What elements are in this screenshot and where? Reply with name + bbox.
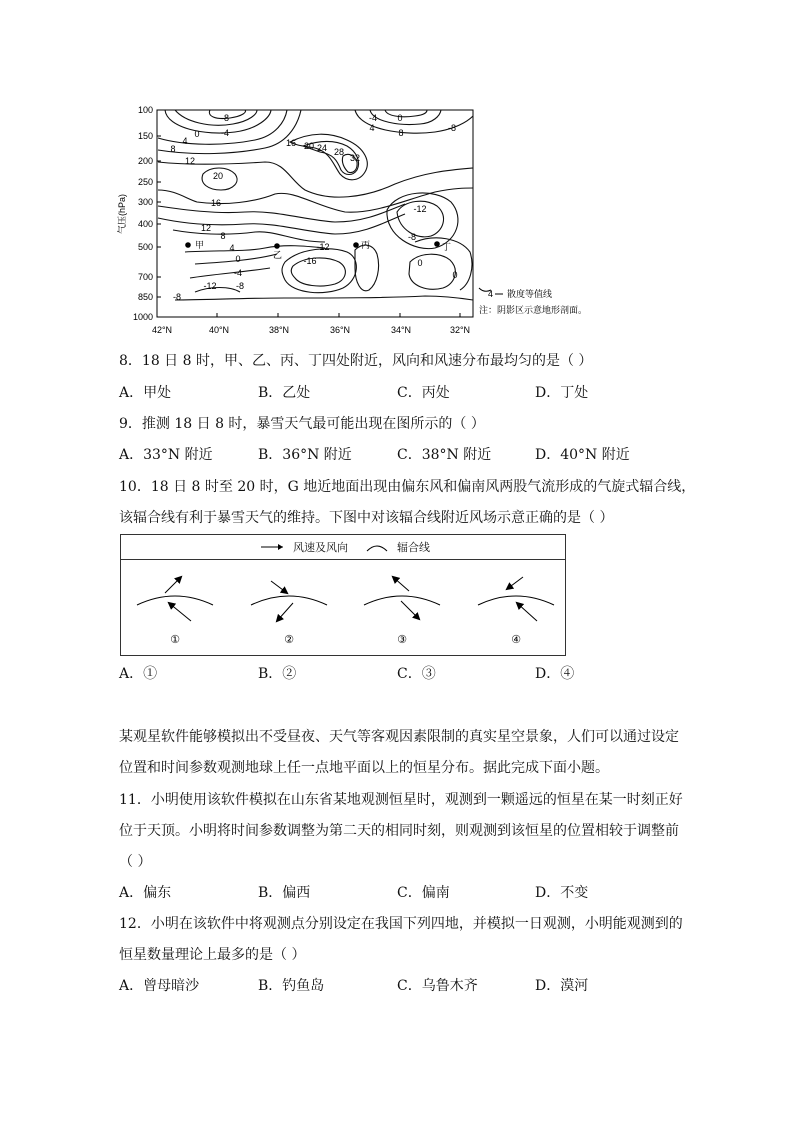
x-tick: 40°N: [208, 325, 230, 335]
y-tick: 700: [137, 272, 153, 282]
legend-line-label: 散度等值线: [507, 289, 553, 299]
contour-label: 0: [194, 129, 200, 139]
wind-panels: [121, 559, 565, 655]
contour-label: 28: [333, 147, 345, 157]
contour-label: 12: [184, 156, 196, 166]
x-tick: 38°N: [268, 325, 290, 335]
wind-field-figure: [120, 534, 566, 656]
q10-option-b[interactable]: B．②: [258, 666, 297, 682]
contour-label: 8: [398, 128, 404, 138]
y-tick: 850: [137, 292, 153, 302]
wind-field-legend: [121, 535, 565, 560]
panel-1: [137, 577, 213, 621]
convergence-line-icon: [365, 541, 389, 553]
contour-label: 0: [397, 113, 403, 123]
contour-label: -12: [203, 281, 217, 291]
point-ding: [434, 241, 440, 247]
contour-label: -4: [233, 268, 243, 278]
contour-label: -8: [172, 292, 182, 302]
contour-label: -12: [413, 204, 427, 214]
contour-label: -4: [220, 128, 230, 138]
question-11-line1: 11．小明使用该软件模拟在山东省某地观测恒星时，观测到一颗遥远的恒星在某一时刻正好: [119, 792, 683, 808]
question-11-line3: （ ）: [119, 854, 152, 870]
contour-label: 4: [182, 136, 188, 146]
q10-option-c[interactable]: C．③: [397, 666, 436, 682]
q11-option-b[interactable]: B．偏西: [258, 885, 311, 901]
point-jia: [185, 242, 191, 248]
q11-option-a[interactable]: A．偏东: [119, 885, 172, 901]
contour-label: 8: [170, 144, 176, 154]
y-tick: 250: [137, 177, 153, 187]
divergence-contour-figure: [115, 102, 615, 342]
panel-3: [364, 577, 440, 619]
contour-label: 20: [303, 141, 315, 151]
q12-option-a[interactable]: A．曾母暗沙: [119, 978, 200, 994]
legend-note: 注：阴影区示意地形剖面。: [479, 305, 588, 315]
question-11-line2: 位于天顶。小明将时间参数调整为第二天的相同时刻，则观测到该恒星的位置相较于调整前: [119, 823, 679, 839]
x-tick-labels: [152, 325, 470, 335]
point-label: 甲: [195, 240, 205, 250]
point-yi: [274, 243, 280, 249]
panel-label: ①: [170, 634, 180, 646]
q9-option-a[interactable]: A．33°N 附近: [119, 447, 213, 463]
question-12-line2: 恒星数量理论上最多的是（ ）: [119, 947, 306, 963]
x-tick: 34°N: [390, 325, 412, 335]
contour-label: 0: [417, 258, 423, 268]
question-8-text: 8．18 日 8 时，甲、乙、丙、丁四处附近，风向和风速分布最均匀的是（ ）: [119, 353, 593, 369]
contour-label: 0: [452, 270, 458, 280]
contour-label: 4: [369, 123, 375, 133]
q8-option-c[interactable]: C．丙处: [397, 385, 450, 401]
q9-option-d[interactable]: D．40°N 附近: [535, 447, 630, 463]
point-bing: [353, 242, 359, 248]
point-label: 丁: [442, 242, 452, 252]
x-tick: 42°N: [151, 325, 173, 335]
arrow-icon: [259, 541, 289, 553]
y-tick: 1000: [132, 312, 153, 322]
y-tick: 150: [137, 131, 153, 141]
y-tick: 200: [137, 156, 153, 166]
panel-label: ②: [284, 634, 294, 646]
question-9-text: 9．推测 18 日 8 时，暴雪天气最可能出现在图所示的（ ）: [119, 416, 485, 432]
question-10-line1: 10．18 日 8 时至 20 时，G 地近地面出现由偏东风和偏南风两股气流形成的气旋式辐合线，: [119, 479, 696, 495]
passage-line2: 位置和时间参数观测地球上任一点地平面以上的恒星分布。据此完成下面小题。: [119, 760, 609, 776]
y-tick: 400: [137, 219, 153, 229]
panel-label: ③: [397, 634, 407, 646]
contour-label: -8: [447, 123, 457, 133]
q8-option-a[interactable]: A．甲处: [119, 385, 172, 401]
contour-label: 4: [229, 243, 235, 253]
panel-2: [251, 581, 327, 621]
contour-label: -8: [407, 232, 417, 242]
panel-label: ④: [511, 634, 521, 646]
y-tick: 300: [137, 197, 153, 207]
y-axis-label: 气压(hPa): [117, 193, 127, 235]
q12-option-b[interactable]: B．钓鱼岛: [258, 978, 325, 994]
contour-label: 8: [220, 231, 226, 241]
y-tick: 100: [137, 105, 153, 115]
passage-line1: 某观星软件能够模拟出不受昼夜、天气等客观因素限制的真实星空景象，人们可以通过设定: [119, 729, 679, 745]
q11-option-d[interactable]: D．不变: [535, 885, 589, 901]
q12-option-d[interactable]: D．漠河: [535, 978, 589, 994]
contour-label: -12: [316, 242, 330, 252]
point-label: 丙: [361, 240, 371, 250]
contour-label: 0: [235, 254, 241, 264]
q8-option-d[interactable]: D．丁处: [535, 385, 589, 401]
contour-label: 16: [285, 138, 297, 148]
question-12-line1: 12．小明在该软件中将观测点分别设定在我国下列四地，并模拟一日观测，小明能观测到的: [119, 916, 683, 932]
x-tick: 36°N: [329, 325, 351, 335]
legend-value: 4: [488, 289, 494, 299]
contour-label: -8: [235, 281, 245, 291]
q9-option-c[interactable]: C．38°N 附近: [397, 447, 492, 463]
y-tick-labels: [133, 105, 153, 322]
figure1-legend: [479, 288, 587, 315]
contour-label: 24: [316, 143, 328, 153]
contour-labels: [170, 113, 457, 302]
contour-label: 32: [349, 153, 361, 163]
q8-option-b[interactable]: B．乙处: [258, 385, 311, 401]
panel-4: [478, 577, 554, 621]
question-10-line2: 该辐合线有利于暴雪天气的维持。下图中对该辐合线附近风场示意正确的是（ ）: [119, 510, 614, 526]
y-tick: 500: [137, 242, 153, 252]
contour-label: -8: [220, 113, 230, 123]
contour-label: 12: [200, 223, 212, 233]
contour-label: 16: [210, 198, 222, 208]
legend-line-label: 辐合线: [397, 541, 430, 554]
point-label: 乙: [273, 250, 283, 260]
contour-label: 20: [212, 171, 224, 181]
q10-option-a[interactable]: A．①: [119, 666, 158, 682]
q12-option-c[interactable]: C．乌鲁木齐: [397, 978, 478, 994]
q10-option-d[interactable]: D．④: [535, 666, 575, 682]
contour-label: -16: [303, 256, 317, 266]
legend-wind-label: 风速及风向: [293, 541, 348, 554]
q11-option-c[interactable]: C．偏南: [397, 885, 450, 901]
q9-option-b[interactable]: B．36°N 附近: [258, 447, 352, 463]
x-tick: 32°N: [449, 325, 471, 335]
contour-label: -4: [368, 113, 378, 123]
